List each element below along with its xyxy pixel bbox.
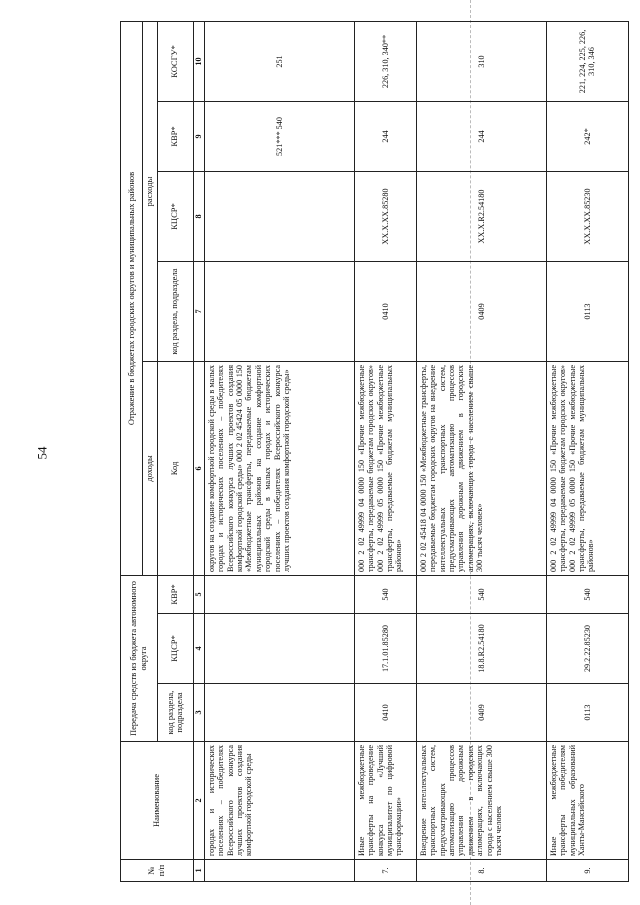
row-code: 000 2 02 49999 04 0000 150 «Прочие межбюджетные трансферты, передаваемые бюджетам городских округов» 000 2 02 49999 05 0000 150 «Прочие межбюджетные трансферты, передаваемые бюджетам муниципальных районов» (546, 362, 628, 576)
row-name: Внедрение интеллектуальных транспортных систем, предусматривающих автоматизацию процессов управления дорожным движением в городских агломерациях, включающих города с населением свыше 300 тысяч человек (416, 742, 546, 860)
row-section-2: 0113 (546, 262, 628, 362)
row-section: 0410 (354, 684, 416, 742)
row-code: 000 2 02 45418 04 0000 150 «Межбюджетные трансферты, передаваемые бюджетам городских округов на внедрение интеллектуальных транспортных систем, предусматривающих автоматизацию процессов управления дорожным движением в городских агломерациях, включающих города с населением свыше 300 тысяч человек» (416, 362, 546, 576)
row-num: 9. (546, 860, 628, 882)
col-number: 4 (193, 614, 204, 684)
row-kvr: 540 (354, 576, 416, 614)
row-kcsr-2: ХХ.Х.ХХ.85230 (546, 172, 628, 262)
row-kosgu: 226, 310, 340** (354, 21, 416, 101)
row-name: Иные межбюджетные трансферты победителям муниципальных образований Ханты-Мансийского (546, 742, 628, 860)
row-kvr (204, 576, 354, 614)
row-section-2: 0410 (354, 262, 416, 362)
header-kcsr: КЦСР* (157, 614, 193, 684)
row-kosgu: 251 (204, 21, 354, 101)
row-kcsr-2 (204, 172, 354, 262)
row-kvr-2: 244 (354, 102, 416, 172)
row-code: округов на создание комфортной городской среды в малых городах и исторических поселениях – победителях Всероссийского конкурса лучших проектов создания комфортной городской среды» 000 2 02 45424 05 0000 150 «Межбюджетные трансферты, передаваемые бюджетам муниципальных районов на создание комфортной городской среды в малых городах и исторических поселениях – победителях Всероссийского конкурса лучших проектов создания комфортной городской среды» (204, 362, 354, 576)
col-number: 6 (193, 362, 204, 576)
row-num: 8. (416, 860, 546, 882)
row-kvr-2: 242* (546, 102, 628, 172)
col-number: 8 (193, 172, 204, 262)
row-num: 7. (354, 860, 416, 882)
header-kvr-2: КВР* (157, 102, 193, 172)
row-kcsr-2: ХХ.Х.R2.54180 (416, 172, 546, 262)
header-num: № п/п (121, 860, 194, 882)
header-income: доходы (143, 362, 158, 576)
row-kcsr (204, 614, 354, 684)
table-row (546, 21, 628, 881)
col-number: 9 (193, 102, 204, 172)
col-number: 5 (193, 576, 204, 614)
row-kcsr: 17.1.01.85280 (354, 614, 416, 684)
col-number: 2 (193, 742, 204, 860)
row-kcsr: 18.8.R2.54180 (416, 614, 546, 684)
table-row (354, 21, 416, 881)
col-number: 3 (193, 684, 204, 742)
row-kvr-2: 244 (416, 102, 546, 172)
header-kcsr-2: КЦСР* (157, 172, 193, 262)
row-name: Иные межбюджетные трансферты на проведение конкурса «Лучший муниципалитет по цифровой трансформации» (354, 742, 416, 860)
header-transfer: Передача средств из бюджета автономного округа (121, 576, 158, 742)
row-code: 000 2 02 49999 04 0000 150 «Прочие межбюджетные трансферты, передаваемые бюджетам городских округов» 000 2 02 49999 05 0000 150 «Прочие межбюджетные трансферты, передаваемые бюджетам муниципальных районов» (354, 362, 416, 576)
rotated-table-container (120, 22, 625, 882)
row-name: городах и исторических поселениях – победителях Всероссийского конкурса лучших проектов создания комфортной городской среды (204, 742, 354, 860)
budget-table (120, 21, 629, 882)
row-section: 0409 (416, 684, 546, 742)
row-section: 0113 (546, 684, 628, 742)
header-section-2: код раздела, подраздела (157, 262, 193, 362)
row-section (204, 684, 354, 742)
header-kvr: КВР* (157, 576, 193, 614)
row-kosgu: 310 (416, 21, 546, 101)
header-code: Код (157, 362, 193, 576)
row-section-2 (204, 262, 354, 362)
row-section-2: 0409 (416, 262, 546, 362)
row-num (204, 860, 354, 882)
header-section: код раздела, подраздела (157, 684, 193, 742)
table-row (416, 21, 546, 881)
row-kvr: 540 (546, 576, 628, 614)
col-number: 10 (193, 21, 204, 101)
row-kvr: 540 (416, 576, 546, 614)
row-kosgu: 221, 224, 225, 226, 310, 346 (546, 21, 628, 101)
header-reflection: Отражение в бюджетах городских округов и муниципальных районов (121, 21, 143, 575)
table-row (204, 21, 354, 881)
row-kvr-2: 521*** 540 (204, 102, 354, 172)
header-kosgu: КОСГУ* (157, 21, 193, 101)
page-number: 54 (34, 446, 50, 460)
row-kcsr-2: ХХ.Х.ХХ.85280 (354, 172, 416, 262)
col-number: 1 (193, 860, 204, 882)
col-number: 7 (193, 262, 204, 362)
row-kcsr: 29.2.22.85230 (546, 614, 628, 684)
header-name: Наименование (121, 742, 194, 860)
header-expense: расходы (143, 21, 158, 361)
